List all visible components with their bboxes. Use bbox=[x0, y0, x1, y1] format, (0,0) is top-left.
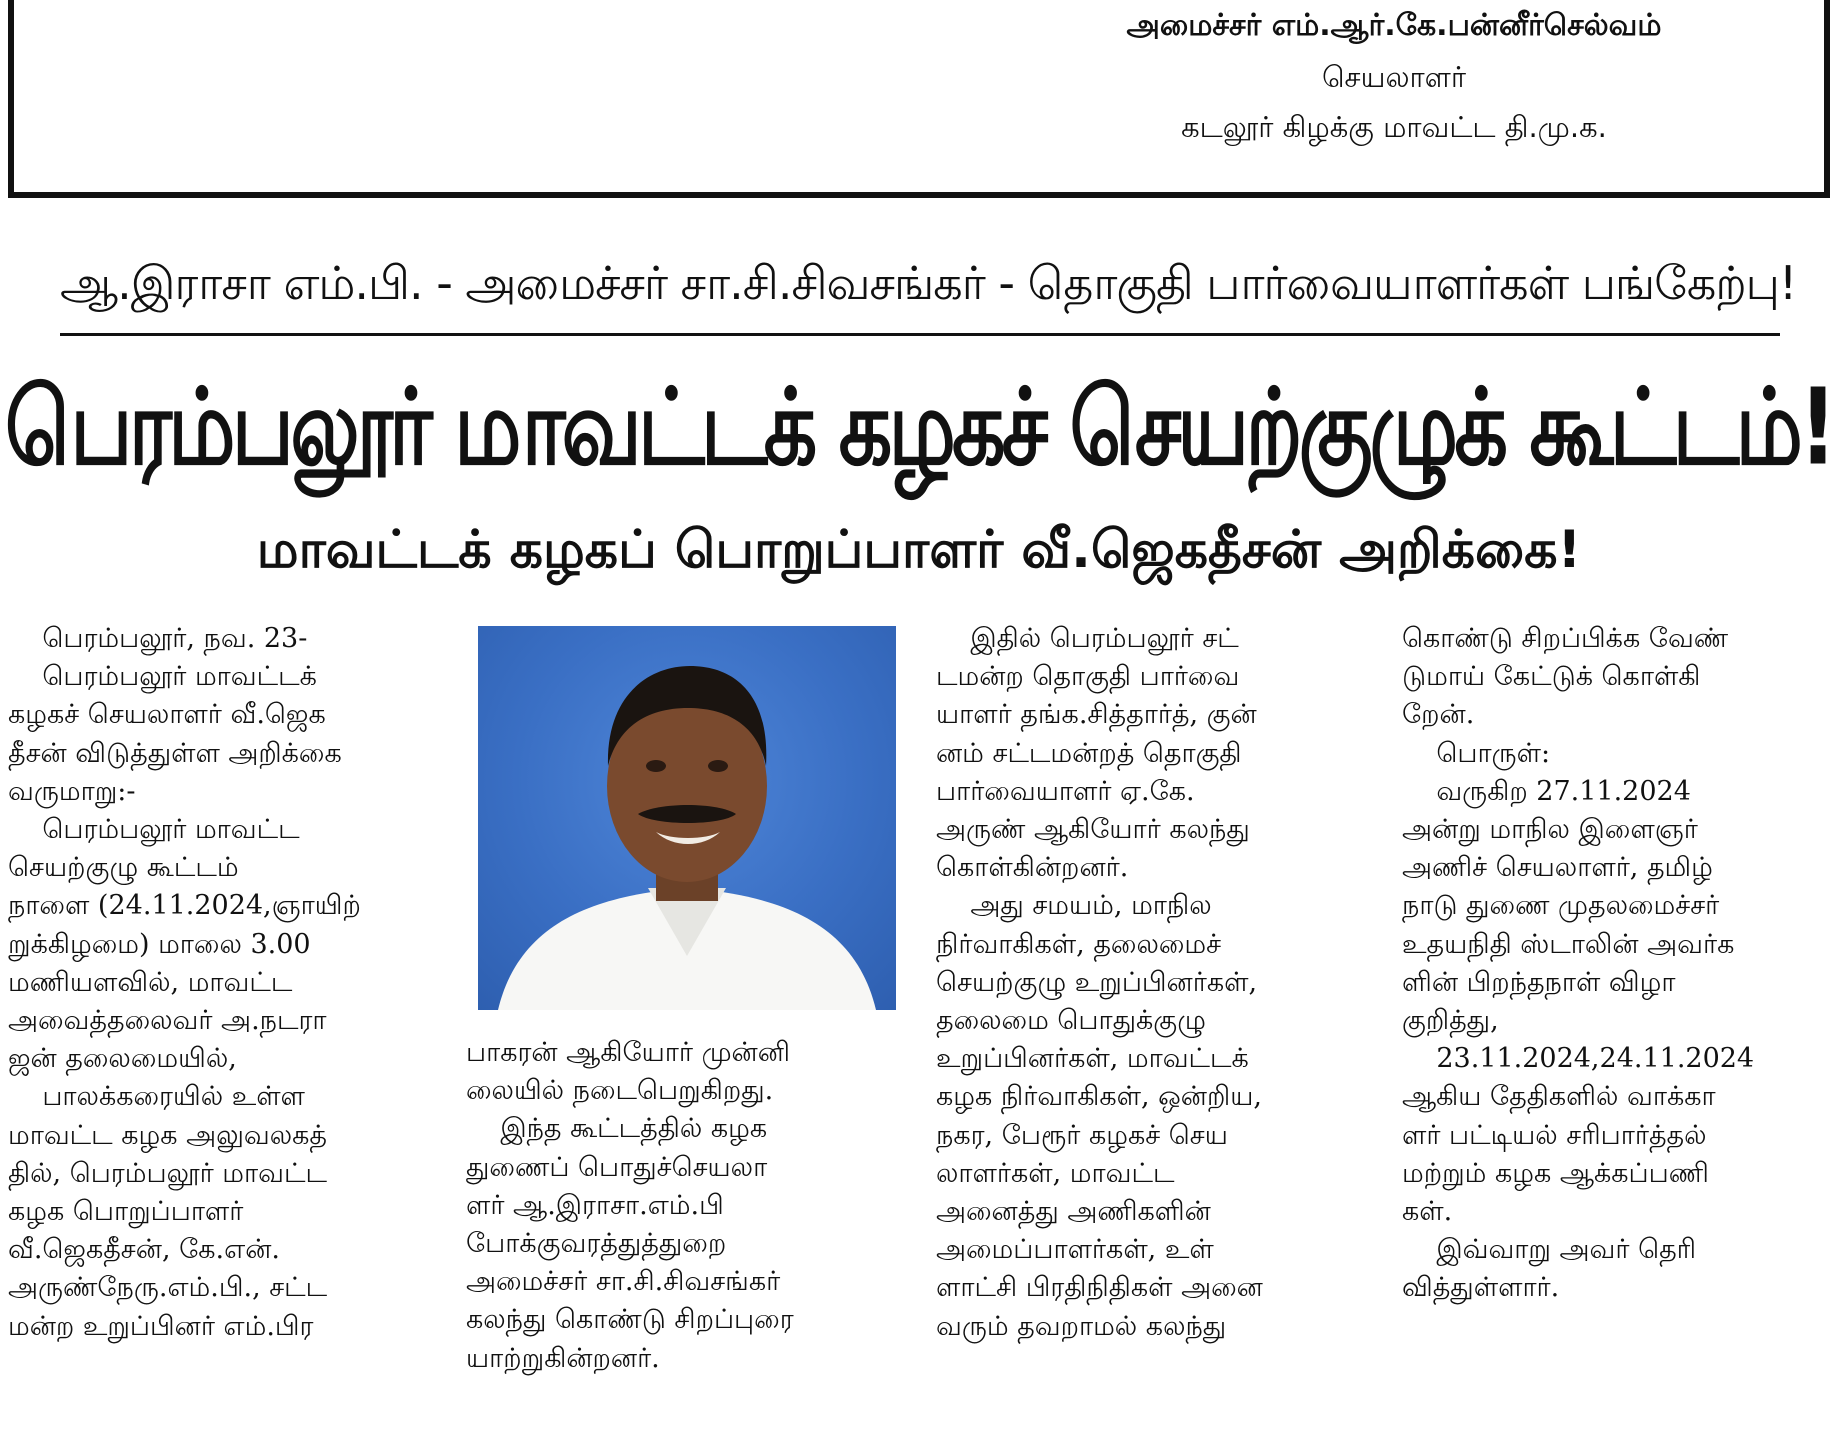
signature-box bbox=[8, 0, 1830, 198]
article-line: பெரம்பலூர் மாவட்ட bbox=[8, 814, 300, 846]
kicker-divider bbox=[60, 333, 1780, 336]
left-eye-shape bbox=[646, 760, 666, 772]
article-line: மற்றும் கழக ஆக்கப்பணி bbox=[1402, 1157, 1709, 1189]
signature-role: செயலாளர் bbox=[1321, 60, 1467, 94]
article-line: ஜன் தலைமையில், bbox=[8, 1043, 237, 1075]
article-line: வருமாறு:- bbox=[8, 775, 136, 807]
article-line: ளர் ஆ.இராசா.எம்.பி bbox=[466, 1189, 724, 1221]
article-line: ளர் பட்டியல் சரிபார்த்தல் bbox=[1402, 1119, 1707, 1151]
article-column-4 bbox=[1402, 620, 1832, 1308]
article-line: யாளர் தங்க.சித்தார்த், குன் bbox=[936, 699, 1257, 731]
article-line: அனைத்து அணிகளின் bbox=[936, 1196, 1211, 1228]
article-line: துணைப் பொதுச்செயலா bbox=[466, 1151, 768, 1183]
article-line: லாளர்கள், மாவட்ட bbox=[936, 1157, 1175, 1189]
article-line: குறித்து, bbox=[1402, 1005, 1499, 1037]
article-line: வீ.ஜெகதீசன், கே.என். bbox=[8, 1234, 280, 1266]
article-headline: பெரம்பலூர் மாவட்டக் கழகச் செயற்குழுக் கூட்டம்! bbox=[4, 366, 1834, 489]
article-line: செயற்குழு கூட்டம் bbox=[8, 852, 239, 884]
article-line: 23.11.2024,24.11.2024 bbox=[1402, 1043, 1755, 1075]
article-line: தீசன் விடுத்துள்ள அறிக்கை bbox=[8, 737, 342, 769]
article-line: அது சமயம், மாநில bbox=[936, 890, 1212, 922]
article-line: போக்குவரத்துத்துறை bbox=[466, 1228, 727, 1260]
article-line: கலந்து கொண்டு சிறப்புரை bbox=[466, 1304, 794, 1336]
article-line: அவைத்தலைவர் அ.நடரா bbox=[8, 1005, 327, 1037]
article-line: நாடு துணை முதலமைச்சர் bbox=[1402, 890, 1720, 922]
article-line: அமைப்பாளர்கள், உள் bbox=[936, 1234, 1214, 1266]
article-column-2 bbox=[466, 1034, 902, 1378]
article-line: வித்துள்ளார். bbox=[1402, 1272, 1560, 1304]
article-line: கழகச் செயலாளர் வீ.ஜெக bbox=[8, 699, 326, 731]
article-line: கொண்டு சிறப்பிக்க வேண் bbox=[1402, 623, 1729, 654]
article-line: றேன். bbox=[1402, 699, 1475, 731]
article-line: னம் சட்டமன்றத் தொகுதி bbox=[936, 737, 1242, 769]
article-line: பெரம்பலூர் மாவட்டக் bbox=[8, 661, 317, 693]
right-eye-shape bbox=[708, 760, 728, 772]
article-line: நாளை (24.11.2024,ஞாயிற் bbox=[8, 890, 361, 922]
article-line: அருண்நேரு.எம்.பி., சட்ட bbox=[8, 1272, 328, 1304]
article-line: மாவட்ட கழக அலுவலகத் bbox=[8, 1119, 328, 1151]
article-line: டமன்ற தொகுதி பார்வை bbox=[936, 661, 1240, 693]
article-line: அமைச்சர் சா.சி.சிவசங்கர் bbox=[466, 1266, 781, 1298]
portrait-photo bbox=[478, 626, 896, 1010]
article-line: தில், பெரம்பலூர் மாவட்ட bbox=[8, 1157, 327, 1189]
signature-name: அமைச்சர் எம்.ஆர்.கே.பன்னீர்செல்வம் bbox=[1126, 8, 1662, 43]
signature-org: கடலூர் கிழக்கு மாவட்ட தி.மு.க. bbox=[1181, 110, 1607, 144]
article-line: வரும் தவறாமல் கலந்து bbox=[936, 1310, 1227, 1342]
article-line: டுமாய் கேட்டுக் கொள்கி bbox=[1402, 661, 1701, 693]
article-line: பாகரன் ஆகியோர் முன்னி bbox=[466, 1037, 791, 1068]
article-kicker: ஆ.இராசா எம்.பி. - அமைச்சர் சா.சி.சிவசங்கர் - தொகுதி பார்வையாளர்கள் பங்கேற்பு! bbox=[60, 256, 1797, 310]
article-subhead: மாவட்டக் கழகப் பொறுப்பாளர் வீ.ஜெகதீசன் அறிக்கை! bbox=[256, 520, 1582, 580]
article-line: பெரம்பலூர், நவ. 23- bbox=[8, 623, 308, 654]
article-line: இந்த கூட்டத்தில் கழக bbox=[466, 1113, 768, 1145]
article-line: நிர்வாகிகள், தலைமைச் bbox=[936, 928, 1222, 960]
article-line: கள். bbox=[1402, 1196, 1453, 1228]
article-line: பார்வையாளர் ஏ.கே. bbox=[936, 775, 1195, 807]
article-line: பொருள்: bbox=[1402, 737, 1551, 769]
article-line: யாற்றுகின்றனர். bbox=[466, 1342, 660, 1374]
article-line: அருண் ஆகியோர் கலந்து bbox=[936, 814, 1250, 846]
article-line: கழக நிர்வாகிகள், ஒன்றிய, bbox=[936, 1081, 1262, 1113]
article-line: அணிச் செயலாளர், தமிழ் bbox=[1402, 852, 1713, 884]
article-line: அன்று மாநில இளைஞர் bbox=[1402, 814, 1698, 846]
article-line: கொள்கின்றனர். bbox=[936, 852, 1129, 884]
article-line: உறுப்பினர்கள், மாவட்டக் bbox=[936, 1043, 1249, 1075]
article-line: இதில் பெரம்பலூர் சட் bbox=[936, 623, 1239, 654]
article-line: கழக பொறுப்பாளர் bbox=[8, 1196, 244, 1228]
article-line: செயற்குழு உறுப்பினர்கள், bbox=[936, 966, 1258, 998]
article-line: ளின் பிறந்தநாள் விழா bbox=[1402, 966, 1676, 998]
article-line: வருகிற 27.11.2024 bbox=[1402, 775, 1691, 807]
article-line: ளாட்சி பிரதிநிதிகள் அனை bbox=[936, 1272, 1263, 1304]
article-line: தலைமை பொதுக்குழு bbox=[936, 1005, 1206, 1037]
article-line: லையில் நடைபெறுகிறது. bbox=[466, 1075, 774, 1107]
article-line: மன்ற உறுப்பினர் எம்.பிர bbox=[8, 1310, 314, 1342]
portrait-illustration bbox=[478, 626, 896, 1010]
article-column-3 bbox=[936, 620, 1368, 1346]
article-line: மணியளவில், மாவட்ட bbox=[8, 966, 293, 998]
article-line: றுக்கிழமை) மாலை 3.00 bbox=[8, 928, 311, 960]
article-column-1 bbox=[8, 620, 436, 1346]
article-line: உதயநிதி ஸ்டாலின் அவர்க bbox=[1402, 928, 1735, 960]
article-line: நகர, பேரூர் கழகச் செய bbox=[936, 1119, 1228, 1151]
article-line: ஆகிய தேதிகளில் வாக்கா bbox=[1402, 1081, 1716, 1113]
article-line: பாலக்கரையில் உள்ள bbox=[8, 1081, 305, 1113]
article-line: இவ்வாறு அவர் தெரி bbox=[1402, 1234, 1697, 1266]
